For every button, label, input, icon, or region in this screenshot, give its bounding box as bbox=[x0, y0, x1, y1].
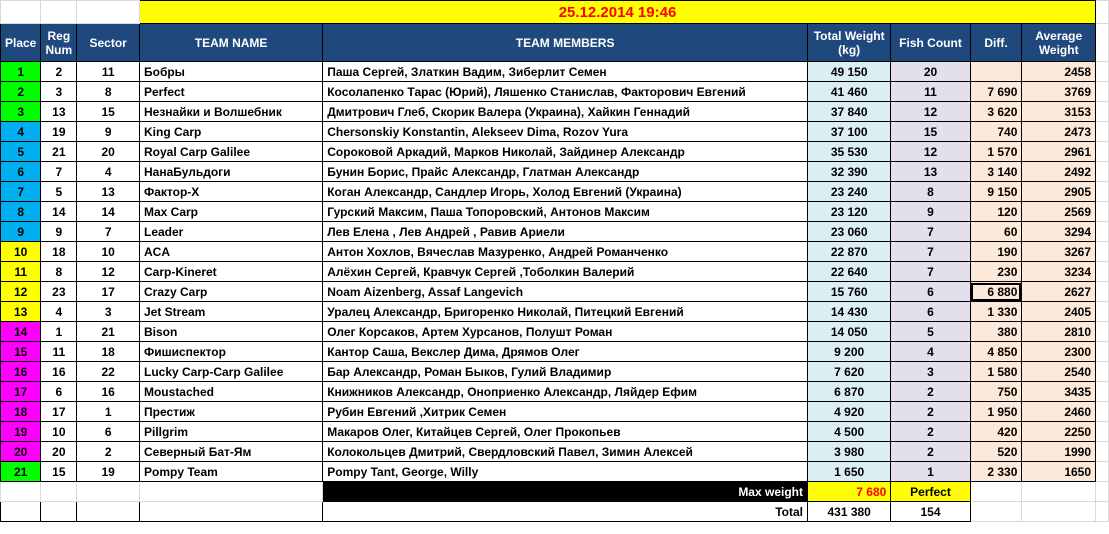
table-row bbox=[1, 302, 1109, 322]
cell-average-weight[interactable]: 3294 bbox=[1022, 222, 1096, 242]
cell-fish-count[interactable]: 6 bbox=[891, 302, 970, 322]
cell-sector[interactable]: 2 bbox=[77, 442, 140, 462]
cell-average-weight[interactable]: 2458 bbox=[1022, 62, 1096, 82]
header-team-name[interactable]: TEAM NAME bbox=[139, 24, 322, 62]
cell-place[interactable]: 18 bbox=[1, 402, 41, 422]
cell-diff[interactable]: 3 140 bbox=[970, 162, 1022, 182]
title-blank-left[interactable] bbox=[1, 1, 41, 24]
table-row bbox=[1, 222, 1109, 242]
blank-cell[interactable] bbox=[1096, 122, 1109, 142]
cell-average-weight[interactable]: 2540 bbox=[1022, 362, 1096, 382]
cell-sector[interactable]: 11 bbox=[77, 62, 140, 82]
cell-fish-count[interactable]: 7 bbox=[891, 242, 970, 262]
cell-team-members[interactable]: Pompy Tant, George, Willy bbox=[323, 462, 808, 482]
table-row bbox=[1, 382, 1109, 402]
cell-average-weight[interactable]: 2300 bbox=[1022, 342, 1096, 362]
cell-reg-num[interactable]: 2 bbox=[41, 62, 77, 82]
blank-cell[interactable] bbox=[1096, 362, 1109, 382]
cell-team-members[interactable]: Бар Александр, Роман Быков, Гулий Владимир bbox=[323, 362, 808, 382]
cell-total-weight[interactable]: 37 840 bbox=[808, 102, 891, 122]
cell-sector[interactable]: 3 bbox=[77, 302, 140, 322]
cell-diff[interactable]: 1 950 bbox=[970, 402, 1022, 422]
cell-average-weight[interactable]: 2810 bbox=[1022, 322, 1096, 342]
cell-team-members[interactable]: Книжников Александр, Оноприенко Александр, Ляйдер Ефим bbox=[323, 382, 808, 402]
total-fish[interactable]: 154 bbox=[891, 502, 970, 522]
cell-diff[interactable]: 190 bbox=[970, 242, 1022, 262]
table-row bbox=[1, 462, 1109, 482]
cell-diff[interactable]: 380 bbox=[970, 322, 1022, 342]
cell-sector[interactable]: 1 bbox=[77, 402, 140, 422]
cell-average-weight[interactable]: 2405 bbox=[1022, 302, 1096, 322]
cell-total-weight[interactable]: 14 430 bbox=[808, 302, 891, 322]
blank-cell[interactable] bbox=[1096, 182, 1109, 202]
cell-place[interactable]: 7 bbox=[1, 182, 41, 202]
cell-team-members[interactable]: Гурский Максим, Паша Топоровский, Антонов Максим bbox=[323, 202, 808, 222]
cell-reg-num[interactable]: 21 bbox=[41, 142, 77, 162]
blank-cell[interactable] bbox=[41, 502, 77, 522]
cell-sector[interactable]: 14 bbox=[77, 202, 140, 222]
blank-cell[interactable] bbox=[1096, 202, 1109, 222]
table-row bbox=[1, 102, 1109, 122]
cell-average-weight[interactable]: 2492 bbox=[1022, 162, 1096, 182]
cell-reg-num[interactable]: 15 bbox=[41, 462, 77, 482]
cell-reg-num[interactable]: 18 bbox=[41, 242, 77, 262]
cell-reg-num[interactable]: 10 bbox=[41, 422, 77, 442]
cell-total-weight[interactable]: 37 100 bbox=[808, 122, 891, 142]
cell-sector[interactable]: 20 bbox=[77, 142, 140, 162]
cell-diff[interactable]: 1 570 bbox=[970, 142, 1022, 162]
title-blank-left[interactable] bbox=[77, 1, 140, 24]
table-row bbox=[1, 442, 1109, 462]
cell-fish-count[interactable]: 3 bbox=[891, 362, 970, 382]
cell-reg-num[interactable]: 4 bbox=[41, 302, 77, 322]
cell-place[interactable]: 6 bbox=[1, 162, 41, 182]
cell-team-name[interactable]: Pillgrim bbox=[139, 422, 322, 442]
cell-total-weight[interactable]: 23 240 bbox=[808, 182, 891, 202]
cell-diff[interactable]: 1 580 bbox=[970, 362, 1022, 382]
cell-place[interactable]: 13 bbox=[1, 302, 41, 322]
cell-total-weight[interactable]: 32 390 bbox=[808, 162, 891, 182]
cell-fish-count[interactable]: 5 bbox=[891, 322, 970, 342]
cell-place[interactable]: 17 bbox=[1, 382, 41, 402]
cell-place[interactable]: 4 bbox=[1, 122, 41, 142]
max-weight-label[interactable]: Max weight bbox=[323, 482, 808, 502]
cell-place[interactable]: 1 bbox=[1, 62, 41, 82]
cell-total-weight[interactable]: 4 920 bbox=[808, 402, 891, 422]
blank-cell[interactable] bbox=[1096, 162, 1109, 182]
cell-team-members[interactable]: Сороковой Аркадий, Марков Николай, Зайдинер Александр bbox=[323, 142, 808, 162]
cell-diff[interactable]: 420 bbox=[970, 422, 1022, 442]
cell-team-members[interactable]: Кантор Саша, Векслер Дима, Дрямов Олег bbox=[323, 342, 808, 362]
cell-average-weight[interactable]: 2250 bbox=[1022, 422, 1096, 442]
cell-diff[interactable]: 6 880 bbox=[970, 282, 1022, 302]
cell-total-weight[interactable]: 22 640 bbox=[808, 262, 891, 282]
cell-team-name[interactable]: Pompy Team bbox=[139, 462, 322, 482]
blank-cell[interactable] bbox=[1022, 502, 1096, 522]
blank-cell[interactable] bbox=[1096, 462, 1109, 482]
header-place[interactable]: Place bbox=[1, 24, 41, 62]
blank-cell[interactable] bbox=[1096, 302, 1109, 322]
blank-cell[interactable] bbox=[1096, 222, 1109, 242]
cell-sector[interactable]: 13 bbox=[77, 182, 140, 202]
total-row bbox=[1, 502, 1109, 522]
blank-cell[interactable] bbox=[1022, 482, 1096, 502]
blank-cell[interactable] bbox=[139, 502, 322, 522]
total-label[interactable]: Total bbox=[323, 502, 808, 522]
cell-reg-num[interactable]: 13 bbox=[41, 102, 77, 122]
blank-cell[interactable] bbox=[1096, 482, 1109, 502]
cell-average-weight[interactable]: 2473 bbox=[1022, 122, 1096, 142]
cell-average-weight[interactable]: 3267 bbox=[1022, 242, 1096, 262]
cell-sector[interactable]: 19 bbox=[77, 462, 140, 482]
cell-reg-num[interactable]: 3 bbox=[41, 82, 77, 102]
cell-team-name[interactable]: Moustached bbox=[139, 382, 322, 402]
cell-average-weight[interactable]: 3153 bbox=[1022, 102, 1096, 122]
cell-team-name[interactable]: Северный Бат-Ям bbox=[139, 442, 322, 462]
cell-reg-num[interactable]: 17 bbox=[41, 402, 77, 422]
cell-fish-count[interactable]: 11 bbox=[891, 82, 970, 102]
cell-diff[interactable]: 740 bbox=[970, 122, 1022, 142]
table-row bbox=[1, 202, 1109, 222]
cell-fish-count[interactable]: 13 bbox=[891, 162, 970, 182]
table-row bbox=[1, 422, 1109, 442]
cell-place[interactable]: 11 bbox=[1, 262, 41, 282]
cell-sector[interactable]: 16 bbox=[77, 382, 140, 402]
cell-team-members[interactable]: Паша Сергей, Златкин Вадим, Зиберлит Семен bbox=[323, 62, 808, 82]
cell-reg-num[interactable]: 1 bbox=[41, 322, 77, 342]
blank-cell[interactable] bbox=[1096, 142, 1109, 162]
table-row bbox=[1, 182, 1109, 202]
blank-cell[interactable] bbox=[77, 502, 140, 522]
cell-team-name[interactable]: Lucky Carp-Carp Galilee bbox=[139, 362, 322, 382]
blank-cell[interactable] bbox=[1096, 322, 1109, 342]
table-row bbox=[1, 342, 1109, 362]
table-row bbox=[1, 362, 1109, 382]
header-diff[interactable]: Diff. bbox=[970, 24, 1022, 62]
cell-diff[interactable]: 120 bbox=[970, 202, 1022, 222]
cell-average-weight[interactable]: 3435 bbox=[1022, 382, 1096, 402]
cell-team-members[interactable]: Лев Елена , Лев Андрей , Равив Ариели bbox=[323, 222, 808, 242]
cell-diff[interactable]: 9 150 bbox=[970, 182, 1022, 202]
table-row bbox=[1, 62, 1109, 82]
cell-diff[interactable]: 750 bbox=[970, 382, 1022, 402]
blank-cell[interactable] bbox=[970, 502, 1022, 522]
cell-total-weight[interactable]: 1 650 bbox=[808, 462, 891, 482]
blank-cell[interactable] bbox=[1096, 342, 1109, 362]
table-row bbox=[1, 82, 1109, 102]
cell-sector[interactable]: 6 bbox=[77, 422, 140, 442]
blank-cell[interactable] bbox=[1096, 382, 1109, 402]
blank-cell[interactable] bbox=[1096, 422, 1109, 442]
cell-sector[interactable]: 21 bbox=[77, 322, 140, 342]
cell-sector[interactable]: 15 bbox=[77, 102, 140, 122]
cell-team-name[interactable]: King Carp bbox=[139, 122, 322, 142]
header-total-weight[interactable]: Total Weight (kg) bbox=[808, 24, 891, 62]
blank-cell[interactable] bbox=[1, 482, 41, 502]
cell-fish-count[interactable]: 4 bbox=[891, 342, 970, 362]
cell-average-weight[interactable]: 3234 bbox=[1022, 262, 1096, 282]
cell-reg-num[interactable]: 14 bbox=[41, 202, 77, 222]
total-weight[interactable]: 431 380 bbox=[808, 502, 891, 522]
cell-fish-count[interactable]: 7 bbox=[891, 262, 970, 282]
cell-average-weight[interactable]: 3769 bbox=[1022, 82, 1096, 102]
cell-team-members[interactable]: Алёхин Сергей, Кравчук Сергей ,Тоболкин Валерий bbox=[323, 262, 808, 282]
cell-average-weight[interactable]: 2961 bbox=[1022, 142, 1096, 162]
cell-reg-num[interactable]: 7 bbox=[41, 162, 77, 182]
cell-diff[interactable]: 1 330 bbox=[970, 302, 1022, 322]
cell-team-name[interactable]: ACA bbox=[139, 242, 322, 262]
cell-average-weight[interactable]: 2905 bbox=[1022, 182, 1096, 202]
header-sector[interactable]: Sector bbox=[77, 24, 140, 62]
cell-sector[interactable]: 4 bbox=[77, 162, 140, 182]
cell-team-members[interactable]: Дмитрович Глеб, Скорик Валера (Украина), Хайкин Геннадий bbox=[323, 102, 808, 122]
cell-fish-count[interactable]: 2 bbox=[891, 402, 970, 422]
blank-cell[interactable] bbox=[1096, 82, 1109, 102]
header-fish-count[interactable]: Fish Count bbox=[891, 24, 970, 62]
cell-team-members[interactable]: Колокольцев Дмитрий, Свердловский Павел, Зимин Алексей bbox=[323, 442, 808, 462]
cell-reg-num[interactable]: 9 bbox=[41, 222, 77, 242]
cell-team-members[interactable]: Олег Корсаков, Артем Хурсанов, Полушт Роман bbox=[323, 322, 808, 342]
cell-sector[interactable]: 7 bbox=[77, 222, 140, 242]
cell-diff[interactable]: 520 bbox=[970, 442, 1022, 462]
cell-sector[interactable]: 8 bbox=[77, 82, 140, 102]
cell-team-name[interactable]: Carp-Kineret bbox=[139, 262, 322, 282]
cell-sector[interactable]: 9 bbox=[77, 122, 140, 142]
cell-place[interactable]: 2 bbox=[1, 82, 41, 102]
cell-place[interactable]: 3 bbox=[1, 102, 41, 122]
cell-fish-count[interactable]: 9 bbox=[891, 202, 970, 222]
cell-reg-num[interactable]: 23 bbox=[41, 282, 77, 302]
cell-reg-num[interactable]: 19 bbox=[41, 122, 77, 142]
cell-team-name[interactable]: Royal Carp Galilee bbox=[139, 142, 322, 162]
cell-team-name[interactable]: Престиж bbox=[139, 402, 322, 422]
cell-average-weight[interactable]: 1650 bbox=[1022, 462, 1096, 482]
blank-cell[interactable] bbox=[41, 482, 77, 502]
cell-total-weight[interactable]: 23 120 bbox=[808, 202, 891, 222]
cell-total-weight[interactable]: 22 870 bbox=[808, 242, 891, 262]
cell-sector[interactable]: 18 bbox=[77, 342, 140, 362]
cell-fish-count[interactable]: 2 bbox=[891, 442, 970, 462]
cell-team-name[interactable]: Фактор-Х bbox=[139, 182, 322, 202]
table-row bbox=[1, 142, 1109, 162]
max-weight-team[interactable]: Perfect bbox=[891, 482, 970, 502]
cell-diff[interactable]: 3 620 bbox=[970, 102, 1022, 122]
cell-place[interactable]: 21 bbox=[1, 462, 41, 482]
table-row bbox=[1, 282, 1109, 302]
blank-cell[interactable] bbox=[1096, 24, 1109, 62]
cell-fish-count[interactable]: 7 bbox=[891, 222, 970, 242]
cell-team-name[interactable]: Perfect bbox=[139, 82, 322, 102]
cell-team-members[interactable]: Бунин Борис, Прайс Александр, Глатман Александр bbox=[323, 162, 808, 182]
blank-cell[interactable] bbox=[1096, 242, 1109, 262]
cell-team-members[interactable]: Макаров Олег, Китайцев Сергей, Олег Прокопьев bbox=[323, 422, 808, 442]
cell-sector[interactable]: 10 bbox=[77, 242, 140, 262]
cell-team-name[interactable]: Незнайки и Волшебник bbox=[139, 102, 322, 122]
cell-fish-count[interactable]: 12 bbox=[891, 142, 970, 162]
cell-total-weight[interactable]: 9 200 bbox=[808, 342, 891, 362]
cell-place[interactable]: 9 bbox=[1, 222, 41, 242]
cell-average-weight[interactable]: 2460 bbox=[1022, 402, 1096, 422]
cell-team-members[interactable]: Косолапенко Тарас (Юрий), Ляшенко Станислав, Факторович Евгений bbox=[323, 82, 808, 102]
cell-team-name[interactable]: Leader bbox=[139, 222, 322, 242]
blank-cell[interactable] bbox=[1096, 102, 1109, 122]
cell-sector[interactable]: 12 bbox=[77, 262, 140, 282]
cell-diff[interactable]: 7 690 bbox=[970, 82, 1022, 102]
blank-cell[interactable] bbox=[970, 482, 1022, 502]
cell-average-weight[interactable]: 1990 bbox=[1022, 442, 1096, 462]
cell-total-weight[interactable]: 23 060 bbox=[808, 222, 891, 242]
blank-cell[interactable] bbox=[1096, 262, 1109, 282]
cell-team-members[interactable]: Рубин Евгений ,Хитрик Семен bbox=[323, 402, 808, 422]
cell-diff[interactable] bbox=[970, 62, 1022, 82]
cell-reg-num[interactable]: 6 bbox=[41, 382, 77, 402]
cell-place[interactable]: 14 bbox=[1, 322, 41, 342]
cell-reg-num[interactable]: 5 bbox=[41, 182, 77, 202]
table-row bbox=[1, 402, 1109, 422]
cell-team-name[interactable]: Фишиспектор bbox=[139, 342, 322, 362]
cell-average-weight[interactable]: 2569 bbox=[1022, 202, 1096, 222]
blank-cell[interactable] bbox=[1096, 62, 1109, 82]
cell-fish-count[interactable]: 1 bbox=[891, 462, 970, 482]
cell-reg-num[interactable]: 20 bbox=[41, 442, 77, 462]
cell-team-members[interactable]: Антон Хохлов, Вячеслав Мазуренко, Андрей Романченко bbox=[323, 242, 808, 262]
cell-total-weight[interactable]: 35 530 bbox=[808, 142, 891, 162]
cell-reg-num[interactable]: 11 bbox=[41, 342, 77, 362]
cell-team-members[interactable]: Chersonskiy Konstantin, Alekseev Dima, Rozov Yura bbox=[323, 122, 808, 142]
cell-team-name[interactable]: Jet Stream bbox=[139, 302, 322, 322]
cell-team-name[interactable]: Max Carp bbox=[139, 202, 322, 222]
cell-fish-count[interactable]: 8 bbox=[891, 182, 970, 202]
header-team-members[interactable]: TEAM MEMBERS bbox=[323, 24, 808, 62]
cell-place[interactable]: 12 bbox=[1, 282, 41, 302]
cell-team-name[interactable]: НанаБульдоги bbox=[139, 162, 322, 182]
cell-place[interactable]: 16 bbox=[1, 362, 41, 382]
cell-total-weight[interactable]: 15 760 bbox=[808, 282, 891, 302]
cell-total-weight[interactable]: 4 500 bbox=[808, 422, 891, 442]
cell-total-weight[interactable]: 6 870 bbox=[808, 382, 891, 402]
cell-diff[interactable]: 230 bbox=[970, 262, 1022, 282]
cell-diff[interactable]: 2 330 bbox=[970, 462, 1022, 482]
cell-place[interactable]: 15 bbox=[1, 342, 41, 362]
cell-total-weight[interactable]: 14 050 bbox=[808, 322, 891, 342]
max-weight-row bbox=[1, 482, 1109, 502]
table-row bbox=[1, 322, 1109, 342]
blank-cell[interactable] bbox=[1096, 282, 1109, 302]
blank-cell[interactable] bbox=[77, 482, 140, 502]
title-blank-left[interactable] bbox=[41, 1, 77, 24]
title-row bbox=[1, 1, 1109, 24]
table-row bbox=[1, 162, 1109, 182]
header-reg-num[interactable]: Reg Num bbox=[41, 24, 77, 62]
blank-cell[interactable] bbox=[1, 502, 41, 522]
cell-team-members[interactable]: Noam Aizenberg, Assaf Langevich bbox=[323, 282, 808, 302]
table-row bbox=[1, 122, 1109, 142]
table-row bbox=[1, 262, 1109, 282]
cell-fish-count[interactable]: 12 bbox=[891, 102, 970, 122]
cell-place[interactable]: 20 bbox=[1, 442, 41, 462]
cell-fish-count[interactable]: 2 bbox=[891, 382, 970, 402]
cell-sector[interactable]: 17 bbox=[77, 282, 140, 302]
cell-place[interactable]: 10 bbox=[1, 242, 41, 262]
cell-fish-count[interactable]: 2 bbox=[891, 422, 970, 442]
table-row bbox=[1, 242, 1109, 262]
cell-total-weight[interactable]: 41 460 bbox=[808, 82, 891, 102]
header-row bbox=[1, 24, 1109, 62]
blank-cell[interactable] bbox=[1096, 1, 1109, 24]
cell-diff[interactable]: 4 850 bbox=[970, 342, 1022, 362]
cell-team-members[interactable]: Уралец Александр, Бригоренко Николай, Питецкий Евгений bbox=[323, 302, 808, 322]
max-weight-value[interactable]: 7 680 bbox=[808, 482, 891, 502]
cell-team-members[interactable]: Коган Александр, Сандлер Игорь, Холод Евгений (Украина) bbox=[323, 182, 808, 202]
cell-diff[interactable]: 60 bbox=[970, 222, 1022, 242]
blank-cell[interactable] bbox=[1096, 442, 1109, 462]
cell-fish-count[interactable]: 15 bbox=[891, 122, 970, 142]
cell-team-name[interactable]: Бобры bbox=[139, 62, 322, 82]
cell-place[interactable]: 8 bbox=[1, 202, 41, 222]
cell-total-weight[interactable]: 7 620 bbox=[808, 362, 891, 382]
cell-team-name[interactable]: Crazy Carp bbox=[139, 282, 322, 302]
cell-reg-num[interactable]: 8 bbox=[41, 262, 77, 282]
cell-reg-num[interactable]: 16 bbox=[41, 362, 77, 382]
cell-fish-count[interactable]: 20 bbox=[891, 62, 970, 82]
cell-place[interactable]: 5 bbox=[1, 142, 41, 162]
blank-cell[interactable] bbox=[1096, 502, 1109, 522]
datetime-title[interactable]: 25.12.2014 19:46 bbox=[139, 1, 1095, 24]
cell-total-weight[interactable]: 3 980 bbox=[808, 442, 891, 462]
cell-team-name[interactable]: Bison bbox=[139, 322, 322, 342]
cell-place[interactable]: 19 bbox=[1, 422, 41, 442]
cell-sector[interactable]: 22 bbox=[77, 362, 140, 382]
blank-cell[interactable] bbox=[139, 482, 322, 502]
header-average-weight[interactable]: Average Weight bbox=[1022, 24, 1096, 62]
cell-average-weight[interactable]: 2627 bbox=[1022, 282, 1096, 302]
cell-fish-count[interactable]: 6 bbox=[891, 282, 970, 302]
cell-total-weight[interactable]: 49 150 bbox=[808, 62, 891, 82]
blank-cell[interactable] bbox=[1096, 402, 1109, 422]
